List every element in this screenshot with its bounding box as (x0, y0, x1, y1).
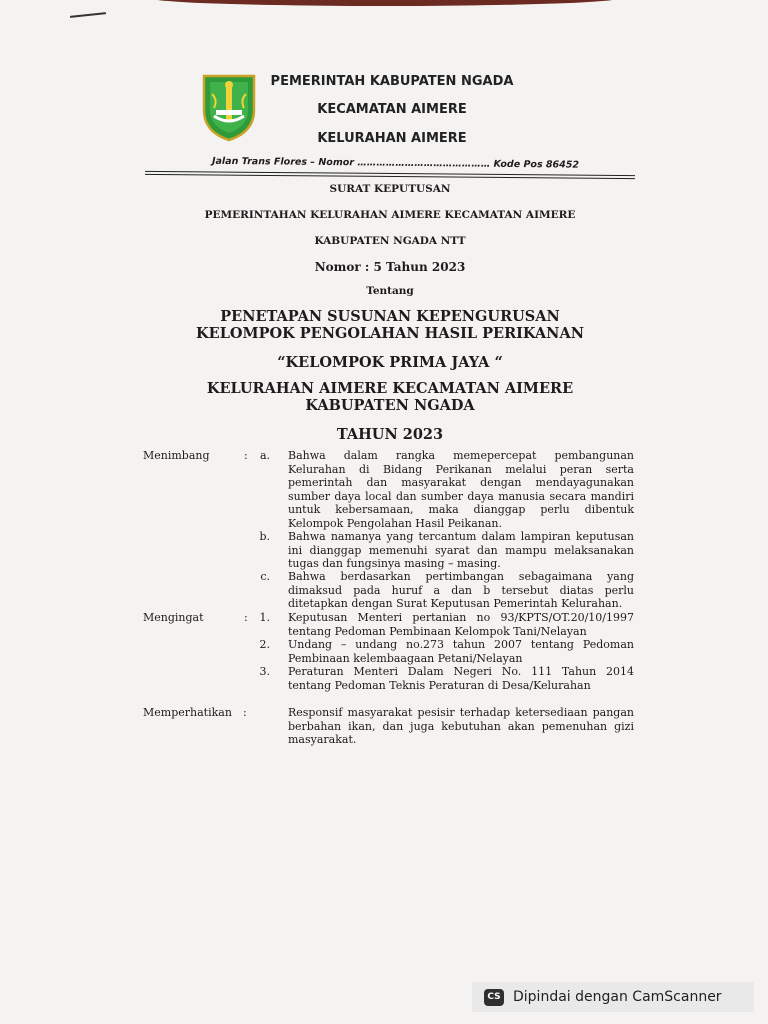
camscanner-icon: CS (484, 989, 504, 1006)
menimbang-text-c: Bahwa berdasarkan pertimbangan sebagaimana yang dimaksud pada huruf a dan b tersebut diatas perlu ditetapkan dengan Surat Keputusan Pemerintah Kelurahan. (288, 570, 634, 610)
menimbang-mark-a: a. (259, 449, 270, 462)
menimbang-mark-c: c. (260, 570, 270, 583)
doc-location: KELURAHAN AIMERE KECAMATAN AIMERE KABUPATEN NGADA (206, 380, 574, 414)
camscanner-text: Dipindai dengan CamScanner (513, 989, 722, 1005)
memperhatikan-text: Responsif masyarakat pesisir terhadap ketersediaan pangan berbahan ikan, dan juga kebutuhan akan pemenuhan gizi masyarakat. (288, 706, 634, 746)
memperhatikan-colon: : (243, 706, 247, 719)
memperhatikan-label: Memperhatikan (143, 706, 232, 719)
menimbang-mark-b: b. (259, 530, 270, 543)
letterhead-address: Jalan Trans Flores – Nomor …………………………………… Kode Pos 86452 (211, 155, 580, 171)
doc-group-name: “KELOMPOK PRIMA JAYA “ (277, 354, 503, 371)
regency-emblem-icon (200, 70, 258, 142)
mengingat-label: Mengingat (143, 611, 204, 624)
menimbang-text-b: Bahwa namanya yang tercantum dalam lampiran keputusan ini dianggap memenuhi syarat dan mampu melaksanakan tugas dan fungsinya masing – masing. (288, 530, 634, 570)
menimbang-label: Menimbang (143, 449, 210, 462)
doc-title: PENETAPAN SUSUNAN KEPENGURUSAN KELOMPOK PENGOLAHAN HASIL PERIKANAN (196, 308, 584, 342)
mengingat-text-2: Undang – undang no.273 tahun 2007 tentang Pedoman Pembinaan kelembaagaan Petani/Nelayan (288, 638, 634, 665)
scan-edge (150, 0, 620, 6)
doc-region: KABUPATEN NGADA NTT (314, 235, 466, 247)
doc-number: Nomor : 5 Tahun 2023 (314, 260, 466, 274)
menimbang-colon: : (244, 449, 248, 462)
mengingat-text-3: Peraturan Menteri Dalam Negeri No. 111 Tahun 2014 tentang Pedoman Teknis Peraturan di Desa/Kelurahan (288, 665, 634, 692)
mengingat-text-1: Keputusan Menteri pertanian no 93/KPTS/OT.20/10/1997 tentang Pedoman Pembinaan Kelompok Tani/Nelayan (288, 611, 634, 638)
pen-mark (70, 12, 106, 18)
doc-issuer: PEMERINTAHAN KELURAHAN AIMERE KECAMATAN AIMERE (204, 209, 576, 221)
camscanner-watermark (472, 982, 754, 1012)
menimbang-text-a: Bahwa dalam rangka memepercepat pembangunan Kelurahan di Bidang Perikanan melalui peran serta pemerintah dan masyarakat dengan mendayagunakan sumber daya local dan sumber daya manusia secara mandiri untuk kebersamaan, maka dianggap perlu dibentuk Kelompok Pengolahan Hasil Peikanan. (288, 449, 634, 530)
doc-year: TAHUN 2023 (336, 426, 444, 443)
mengingat-mark-3: 3. (259, 665, 270, 678)
letterhead-government: PEMERINTAH KABUPATEN NGADA (270, 74, 514, 89)
doc-type: SURAT KEPUTUSAN (329, 183, 451, 195)
doc-about: Tentang (366, 285, 414, 297)
letterhead-village: KELURAHAN AIMERE (317, 131, 467, 146)
mengingat-mark-2: 2. (259, 638, 270, 651)
letterhead-district: KECAMATAN AIMERE (317, 102, 467, 117)
mengingat-mark-1: 1. (259, 611, 270, 624)
mengingat-colon: : (244, 611, 248, 624)
